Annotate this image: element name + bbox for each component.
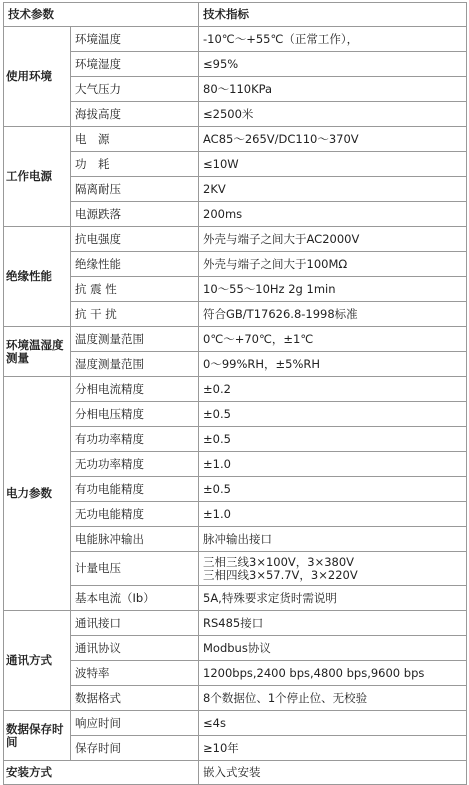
param-value-cell: ≤4s — [199, 711, 467, 736]
spec-row — [4, 52, 467, 77]
param-name-cell: 环境温度 — [71, 27, 199, 52]
spec-row — [4, 452, 467, 477]
header-row — [4, 3, 467, 27]
spec-row — [4, 127, 467, 152]
param-name-cell: 电源跌落 — [71, 202, 199, 227]
param-value-cell: 0～99%RH，±5%RH — [199, 352, 467, 377]
spec-row — [4, 586, 467, 611]
param-name-cell: 数据格式 — [71, 686, 199, 711]
spec-row — [4, 202, 467, 227]
spec-row — [4, 377, 467, 402]
category-cell: 绝缘性能 — [4, 227, 71, 327]
category-cell: 通讯方式 — [4, 611, 71, 711]
category-cell: 电力参数 — [4, 377, 71, 611]
footer-category-cell: 安装方式 — [4, 761, 199, 785]
category-cell: 环境温湿度测量 — [4, 327, 71, 377]
param-name-cell: 温度测量范围 — [71, 327, 199, 352]
spec-row — [4, 352, 467, 377]
param-value-line: 三相三线3×100V，3×380V — [203, 554, 355, 569]
param-value-cell: -10℃～+55℃（正常工作）， — [199, 27, 467, 52]
param-name-cell: 抗 干 扰 — [71, 302, 199, 327]
param-value-cell: ±1.0 — [199, 452, 467, 477]
spec-row — [4, 27, 467, 52]
param-value-cell: ≤10W — [199, 152, 467, 177]
param-value-cell: 8个数据位、1个停止位、无校验 — [199, 686, 467, 711]
spec-row — [4, 102, 467, 127]
param-name-cell: 分相电流精度 — [71, 377, 199, 402]
param-value-cell: ±1.0 — [199, 502, 467, 527]
spec-row — [4, 77, 467, 102]
param-value-cell: 外壳与端子之间大于100MΩ — [199, 252, 467, 277]
param-value-cell — [199, 552, 467, 586]
spec-row — [4, 502, 467, 527]
param-value-cell: ≥10年 — [199, 736, 467, 761]
param-name-cell: 保存时间 — [71, 736, 199, 761]
param-value-cell: 2KV — [199, 177, 467, 202]
param-name-cell: 抗 震 性 — [71, 277, 199, 302]
param-value-cell: 脉冲输出接口 — [199, 527, 467, 552]
footer-row — [4, 761, 467, 785]
param-name-cell: 电能脉冲输出 — [71, 527, 199, 552]
spec-row — [4, 736, 467, 761]
param-name-cell: 海拔高度 — [71, 102, 199, 127]
param-value-line: 三相四线3×57.7V，3×220V — [203, 567, 358, 582]
spec-row — [4, 302, 467, 327]
category-cell: 使用环境 — [4, 27, 71, 127]
param-name-cell: 基本电流（Ib） — [71, 586, 199, 611]
param-value-cell: 5A,特殊要求定货时需说明 — [199, 586, 467, 611]
spec-row — [4, 327, 467, 352]
category-cell: 数据保存时间 — [4, 711, 71, 761]
param-name-cell: 无功功率精度 — [71, 452, 199, 477]
spec-row — [4, 427, 467, 452]
param-value-cell: ±0.2 — [199, 377, 467, 402]
param-name-cell: 响应时间 — [71, 711, 199, 736]
param-value-cell: ≤2500米 — [199, 102, 467, 127]
spec-row — [4, 402, 467, 427]
param-value-cell: ≤95% — [199, 52, 467, 77]
spec-row — [4, 636, 467, 661]
param-value-cell: Modbus协议 — [199, 636, 467, 661]
param-value-cell: ±0.5 — [199, 402, 467, 427]
spec-row — [4, 686, 467, 711]
param-name-cell: 有功功率精度 — [71, 427, 199, 452]
spec-row — [4, 477, 467, 502]
spec-row — [4, 527, 467, 552]
param-value-cell: 10～55～10Hz 2g 1min — [199, 277, 467, 302]
spec-row — [4, 252, 467, 277]
param-value-cell: 外壳与端子之间大于AC2000V — [199, 227, 467, 252]
spec-row — [4, 611, 467, 636]
spec-row — [4, 277, 467, 302]
spec-row — [4, 152, 467, 177]
param-value-cell: ±0.5 — [199, 427, 467, 452]
param-value-cell: 0℃～+70℃，±1℃ — [199, 327, 467, 352]
param-name-cell: 分相电压精度 — [71, 402, 199, 427]
param-name-cell: 抗电强度 — [71, 227, 199, 252]
param-name-cell: 湿度测量范围 — [71, 352, 199, 377]
spec-row — [4, 552, 467, 586]
param-value-cell: 200ms — [199, 202, 467, 227]
param-name-cell: 计量电压 — [71, 552, 199, 586]
param-name-cell: 无功电能精度 — [71, 502, 199, 527]
param-name-cell: 电 源 — [71, 127, 199, 152]
footer-value-cell: 嵌入式安装 — [199, 761, 467, 785]
param-value-cell: ±0.5 — [199, 477, 467, 502]
param-value-cell: AC85～265V/DC110～370V — [199, 127, 467, 152]
param-value-cell: 80～110KPa — [199, 77, 467, 102]
category-cell: 工作电源 — [4, 127, 71, 227]
spec-table — [3, 2, 467, 785]
spec-row — [4, 711, 467, 736]
spec-row — [4, 661, 467, 686]
spec-row — [4, 177, 467, 202]
param-value-cell: 符合GB/T17626.8-1998标准 — [199, 302, 467, 327]
header-param-cell: 技术参数 — [4, 3, 199, 27]
param-name-cell: 有功电能精度 — [71, 477, 199, 502]
param-value-cell: RS485接口 — [199, 611, 467, 636]
param-name-cell: 通讯接口 — [71, 611, 199, 636]
param-name-cell: 绝缘性能 — [71, 252, 199, 277]
param-name-cell: 功 耗 — [71, 152, 199, 177]
header-spec-cell: 技术指标 — [199, 3, 467, 27]
param-name-cell: 环境湿度 — [71, 52, 199, 77]
param-name-cell: 隔离耐压 — [71, 177, 199, 202]
param-value-cell: 1200bps,2400 bps,4800 bps,9600 bps — [199, 661, 467, 686]
spec-row — [4, 227, 467, 252]
param-name-cell: 波特率 — [71, 661, 199, 686]
param-name-cell: 通讯协议 — [71, 636, 199, 661]
param-name-cell: 大气压力 — [71, 77, 199, 102]
